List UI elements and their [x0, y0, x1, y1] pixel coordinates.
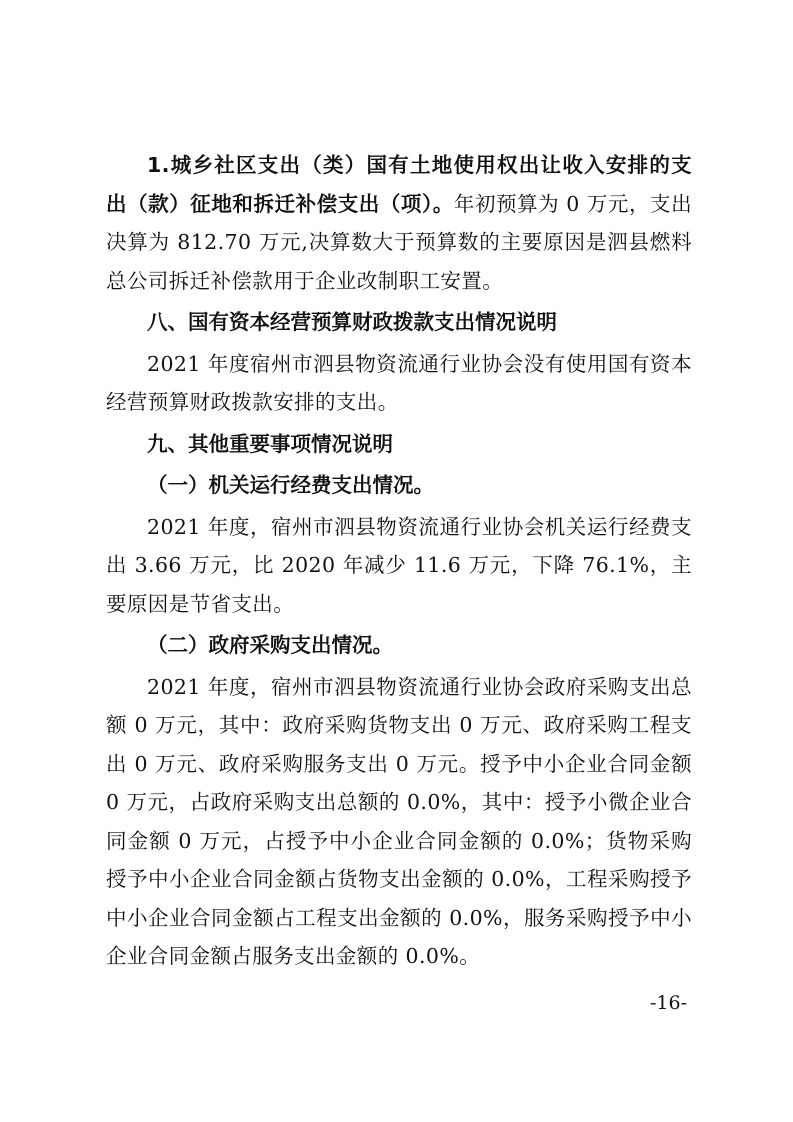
paragraph-text: 年初预算为 0 万元，支出决算为 812.70 万元,决算数大于预算数的主要原因是泗县燃料总公司拆迁补偿款用于企业改制职工安置。	[106, 191, 692, 293]
paragraph-state-capital: 2021 年度宿州市泗县物资流通行业协会没有使用国有资本经营预算财政拨款安排的支出。	[106, 351, 692, 414]
subsection-title-procurement: （二）政府采购支出情况。	[147, 633, 393, 657]
paragraph-bold-lead: 1.城乡社区支出（类）国有土地使用权出让收入安排的支出（款）征地和拆迁补偿支出（项）。	[106, 153, 692, 216]
page-number: -16-	[650, 992, 688, 1014]
section-heading-9: 九、其他重要事项情况说明	[147, 431, 393, 456]
subsection-title-operating-expenses: （一）机关运行经费支出情况。	[147, 473, 434, 497]
paragraph-procurement: 2021 年度，宿州市泗县物资流通行业协会政府采购支出总额 0 万元，其中：政府采购货物支出 0 万元、政府采购工程支出 0 万元、政府采购服务支出 0 万元。授予中小企业合同金额 0 万元，占政府采购支出总额的 0.0%，其中：授予小微企业合同金额 0 万元，占授予中小企业合同金额的 0.0%；货物采购授予中小企业合同金额占货物支出金额的 0.0%，工程采购授予中小企业合同金额占工程支出金额的 0.0%，服务采购授予中小企业合同金额占服务支出金额的 0.0%。	[106, 674, 692, 968]
document-body	[106, 146, 692, 979]
paragraph-land-use-expenditure	[106, 146, 692, 300]
paragraph-operating-expenses: 2021 年度，宿州市泗县物资流通行业协会机关运行经费支出 3.66 万元，比 2020 年减少 11.6 万元，下降 76.1%，主要原因是节省支出。	[106, 514, 692, 616]
section-heading-8: 八、国有资本经营预算财政拨款支出情况说明	[147, 310, 557, 334]
